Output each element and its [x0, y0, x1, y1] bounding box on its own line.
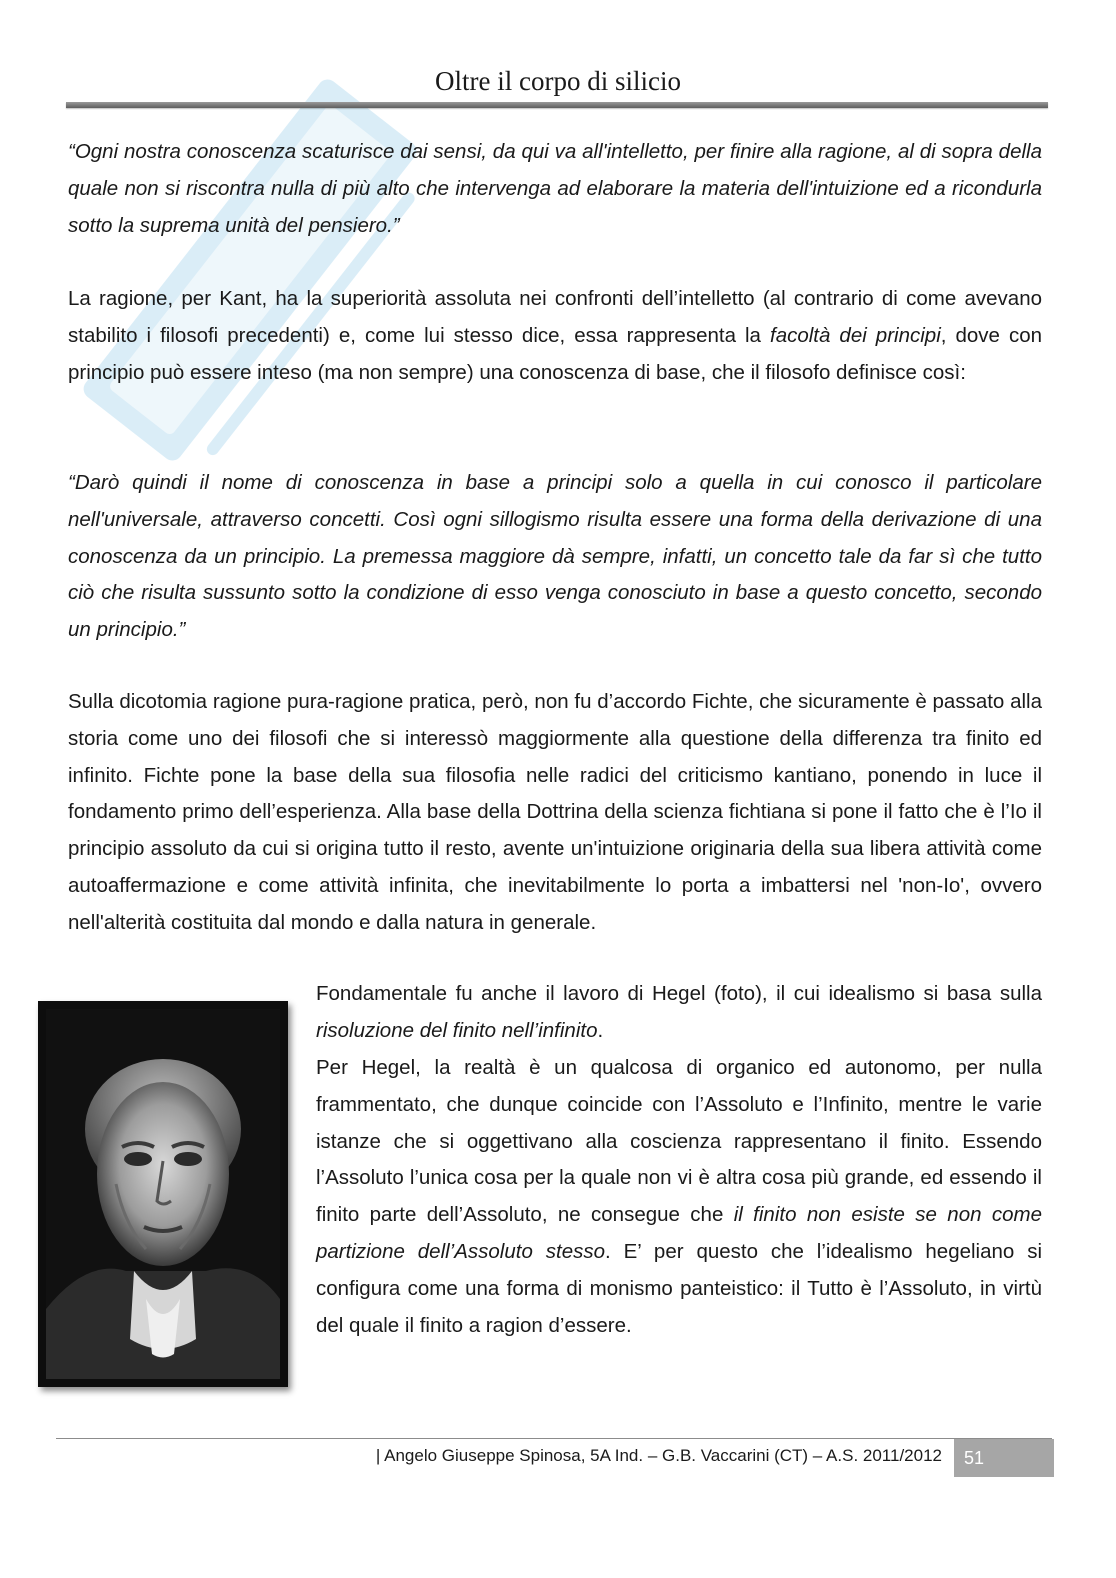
paragraph-hegel-intro: Fondamentale fu anche il lavoro di Hegel (foto), il cui idealismo si basa sulla risoluzione del finito nell’infinito. [316, 982, 1042, 1042]
emphasis-text: facoltà dei principi [770, 323, 941, 347]
hegel-portrait-image [38, 1001, 288, 1387]
paragraph-hegel-absolute: Per Hegel, la realtà è un qualcosa di organico ed autonomo, per nulla frammentato, che dunque coincide con l’Assoluto e l’Infinito, mentre le varie istanze che si oggettivano alla coscienza rappresentano il finito. Essendo l’Assoluto l’unica cosa per la quale non vi è altra cosa più grande, ed essendo il finito parte dell’Assoluto, ne consegue che il finito non esiste se non come partizione dell’Assoluto stesso. E’ per questo che l’idealismo hegeliano si configura come una forma di monismo panteistico: il Tutto è l’Assoluto, in virtù del quale il finito a ragion d’essere. [316, 1056, 1042, 1337]
watermark-logo [40, 60, 460, 480]
page-header-title: Oltre il corpo di silicio [435, 66, 681, 96]
paragraph-kant-reason: La ragione, per Kant, ha la superiorità assoluta nei confronti dell’intelletto (al contrario di come avevano stabilito i filosofi precedenti) e, come lui stesso dice, essa rappresenta la facoltà dei principi, dove con principio può essere inteso (ma non sempre) una conoscenza di base, che il filosofo definisce così: [68, 287, 1043, 384]
footer-author-line: | Angelo Giuseppe Spinosa, 5A Ind. – G.B. Vaccarini (CT) – A.S. 2011/2012 [375, 1446, 942, 1465]
emphasis-text: risoluzione del finito nell’infinito [316, 1018, 598, 1042]
kant-quote-2: “Darò quindi il nome di conoscenza in base a principi solo a quella in cui conosco il particolare nell'universale, attraverso concetti. Così ogni sillogismo risulta essere una forma della derivazione di una conoscenza da un principio. La premessa maggiore dà sempre, infatti, un concetto tale da far sì che tutto ciò che risulta sussunto sotto la condizione di esso venga conosciuto in base a questo concetto, secondo un principio.” [68, 471, 1042, 642]
emphasis-text: il finito non esiste se non come partizione dell’Assoluto stesso [316, 1203, 1042, 1263]
footer-rule [56, 1438, 1052, 1439]
header-rule [66, 102, 1048, 108]
kant-quote-1: “Ogni nostra conoscenza scaturisce dai sensi, da qui va all'intelletto, per finire alla ragione, al di sopra della quale non si riscontra nulla di più alto che intervenga ad elaborare la materia dell'intuizione ed a ricondurla sotto la suprema unità del pensiero.” [68, 140, 1042, 237]
paragraph-fichte: Sulla dicotomia ragione pura-ragione pratica, però, non fu d’accordo Fichte, che sicuramente è passato alla storia come uno dei filosofi che si interessò maggiormente alla questione della differenza tra finito ed infinito. Fichte pone la base della sua filosofia nelle radici del criticismo kantiano, ponendo in luce il fondamento primo dell’esperienza. Alla base della Dottrina della scienza fichtiana si pone il fatto che è l’Io il principio assoluto da cui si origina tutto il resto, avente un'intuizione originaria della sua libera attività come autoaffermazione e come attività infinita, che inevitabilmente lo porta a imbattersi nel 'non-Io', ovvero nell'alterità costituita dal mondo e dalla natura in generale. [68, 690, 1042, 934]
page-number: 51 [954, 1439, 1054, 1477]
portrait-illustration [46, 1009, 280, 1379]
